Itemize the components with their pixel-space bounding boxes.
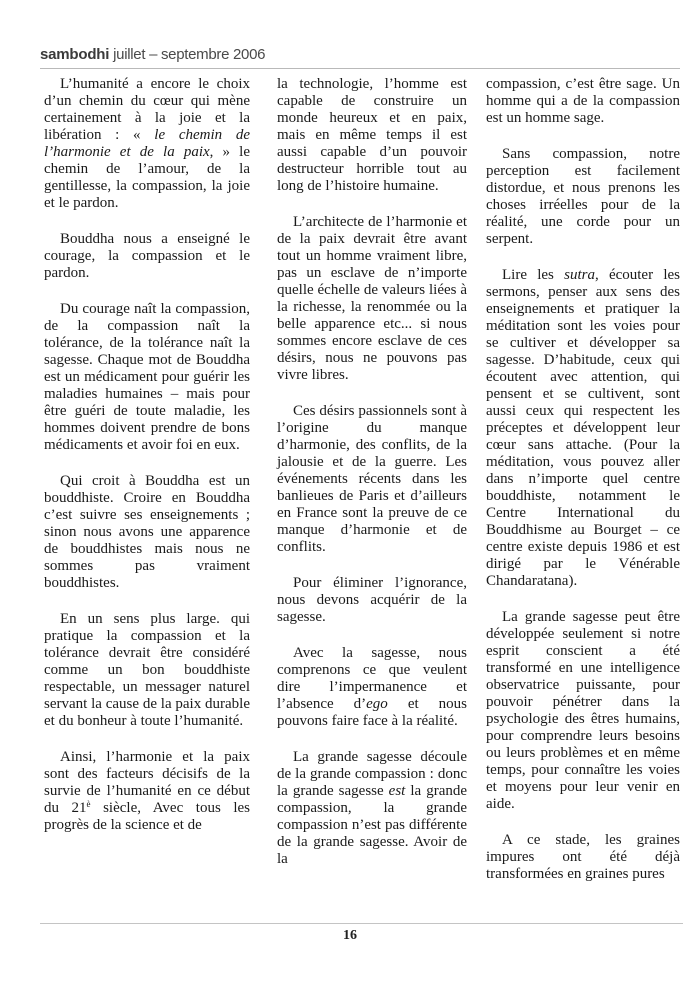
italic-term: ego xyxy=(366,696,388,712)
text-run: Lire les xyxy=(502,267,565,283)
paragraph-continued: compassion, c’est être sage. Un homme qui a de la compassion est un homme sage. xyxy=(486,76,680,126)
paragraph xyxy=(44,76,250,212)
paragraph xyxy=(486,267,680,590)
paragraph: Sans compassion, notre perception est facilement distordue, et nous prenons les choses irréelles pour de la réalité, une corde pour un serpent. xyxy=(486,146,680,247)
text-run: Avec la sagesse, nous comprenons ce que veulent dire l’impermanence et l’absence d’ xyxy=(277,645,467,712)
paragraph: Bouddha nous a enseigné le courage, la compassion et le pardon. xyxy=(44,231,250,281)
header-line xyxy=(40,46,265,64)
footer-divider xyxy=(40,923,683,924)
italic-term: est xyxy=(388,783,406,799)
paragraph: Pour éliminer l’ignorance, nous devons acquérir de la sagesse. xyxy=(277,575,467,625)
italic-quote: le chemin de l’harmonie et de la paix xyxy=(44,127,250,160)
column-1 xyxy=(34,76,250,883)
paragraph: A ce stade, les graines impures ont été déjà transformées en graines pures xyxy=(486,832,680,882)
paragraph-continued: la technologie, l’homme est capable de construire un monde heureux et en paix, mais en même temps il est aussi capable d’un pouvoir destructeur horrible tout au long de l’histoire humaine. xyxy=(277,76,467,194)
paragraph: L’architecte de l’harmonie et de la paix devrait être avant tout un homme vraiment libre, pas un esclave de n’importe quelle échelle de valeurs liées à la richesse, la renommée ou la belle apparence etc... si nous sommes encore esclave de ces désirs, nous ne pouvons pas vivre libres. xyxy=(277,214,467,383)
paragraph: En un sens plus large. qui pratique la compassion et la tolérance devrait être considéré comme un bon bouddhiste respectable, un messager naturel servant la cause de la paix durable et du bonheur à toute l’humanité. xyxy=(44,611,250,729)
text-run: L’humanité a encore le choix d’un chemin du cœur qui mène certainement à la joie et la libération : « xyxy=(44,76,250,143)
column-3 xyxy=(486,76,680,883)
text-run: , écouter les sermons, penser aux sens des enseignements et pratiquer la méditation sont les voies pour se cultiver et développer sa sagesse. D’habitude, ceux qui écoutent avec attention, qui pensent et se cultivent, sont aussi ceux qui respectent les préceptes et développent leur cœur sans attache. (Pour la méditation, vous pouvez aller dans n’importe quel centre bouddhiste, notamment le Centre International du Bouddhisme au Bourget – ce centre existe depuis 1986 et est dirigé par le Vénérable Chandaratana). xyxy=(486,267,680,589)
paragraph: Du courage naît la compassion, de la compassion naît la tolérance, de la tolérance naît la sagesse. Chaque mot de Bouddha est un médicament pour guérir les maladies humaines – mais pour être guéri de toute maladie, les hommes doivent prendre de bons médicaments et avoir foi en eux. xyxy=(44,301,250,453)
paragraph: La grande sagesse peut être développée seulement si notre esprit conscient a été transformé en une intelligence observatrice puissante, pour pouvoir pénétrer dans la psychologie des êtres humains, pour comprendre leurs besoins ou leurs problèmes et en même temps, pour connaître les voies et moyens pour leur venir en aide. xyxy=(486,609,680,812)
issue-date: juillet – septembre 2006 xyxy=(109,46,266,63)
article-body xyxy=(44,76,680,883)
paragraph xyxy=(277,645,467,730)
text-run: la grande compassion, la grande compassion n’est pas différente de la grande sagesse. Avoir de la xyxy=(277,783,468,867)
text-run: Ainsi, l’harmonie et la paix sont des facteurs décisifs de la survie de l’humanité en ce début du 21 xyxy=(44,749,250,816)
paragraph xyxy=(277,749,467,868)
paragraph: Qui croit à Bouddha est un bouddhiste. Croire en Bouddha c’est suivre ses enseignements ; sinon nous avons une apparence de bouddhistes mais nous ne sommes pas vraiment bouddhistes. xyxy=(44,473,250,591)
text-run: , » le chemin de l’amour, de la gentillesse, la compassion, la joie et le pardon. xyxy=(44,144,250,211)
column-2 xyxy=(277,76,467,883)
text-run: La grande sagesse découle de la grande compassion : donc la grande sagesse xyxy=(277,749,467,799)
ordinal-superscript: è xyxy=(86,799,91,809)
italic-term: sutra xyxy=(564,267,595,283)
page-number: 16 xyxy=(343,928,357,943)
running-header xyxy=(40,44,680,69)
paragraph: Ces désirs passionnels sont à l’origine du manque d’harmonie, des conflits, de la jalousie et de la guerre. Les événements récents dans les banlieues de Paris et d’ailleurs en France sont la preuve de ce manque d’harmonie et de conflits. xyxy=(277,403,467,555)
text-run: et nous pouvons faire face à la réalité. xyxy=(277,696,467,729)
text-run: siècle, Avec tous les progrès de la science et de xyxy=(44,800,250,833)
paragraph xyxy=(44,749,250,834)
magazine-name: sambodhi xyxy=(40,46,110,63)
